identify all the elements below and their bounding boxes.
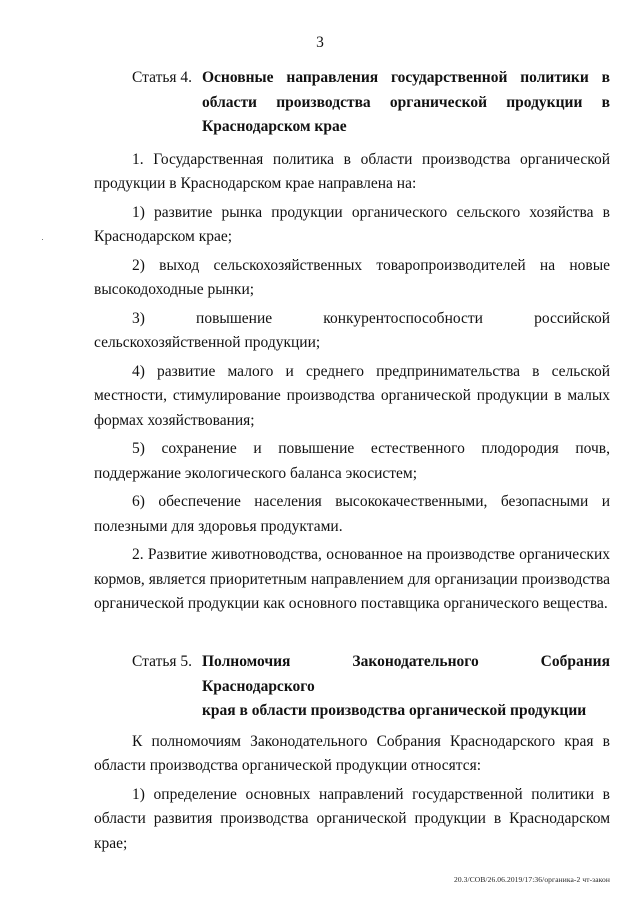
paragraph: 1. Государственная политика в области производства органической продукции в Краснодарском крае направлена на: [94,150,610,192]
article-5-label: Статья 5. [132,653,193,670]
list-item: 5) сохранение и повышение естественного плодородия почв, поддержание экологического баланса экосистем; [94,440,610,482]
list-item: 3) повышение конкурентоспособности российской сельскохозяйственной продукции; [94,309,610,351]
article-4-label: Статья 4. [132,69,193,86]
article-5-title-line-1: Полномочия Законодательного Собрания Краснодарского [202,653,610,695]
document-footer: 20.3/СОВ/26.06.2019/17:36/органика-2 чт-закон [454,875,610,884]
article-5-title [202,650,610,724]
article-5-heading [94,650,610,724]
article-4 [94,66,610,617]
list-item: 2) выход сельскохозяйственных товаропроизводителей на новые высокодоходные рынки; [94,256,610,298]
list-item: 4) развитие малого и среднего предпринимательства в сельской местности, стимулирование производства органической продукции в малых формах хозяйствования; [94,362,610,429]
list-item: 1) определение основных направлений государственной политики в области развития производства органической продукции в Краснодарском крае; [94,785,610,852]
page-number: 3 [316,34,324,51]
paragraph: 2. Развитие животноводства, основанное на производстве органических кормов, является приоритетным направлением для организации производства органической продукции как основного поставщика органического вещества. [94,546,610,612]
scan-speck [42,239,43,240]
article-4-heading [94,66,610,140]
paragraph: К полномочиям Законодательного Собрания Краснодарского края в области производства органической продукции относятся: [94,732,610,774]
article-5-title-line-2: края в области производства органической продукции [202,702,587,719]
list-item: 1) развитие рынка продукции органического сельского хозяйства в Краснодарском крае; [94,203,610,245]
article-4-title: Основные направления государственной политики в области производства органической продукции в Краснодарском крае [202,69,610,135]
list-item: 6) обеспечение населения высококачественными, безопасными и полезными для здоровья продуктами. [94,493,610,535]
article-5 [94,650,610,856]
